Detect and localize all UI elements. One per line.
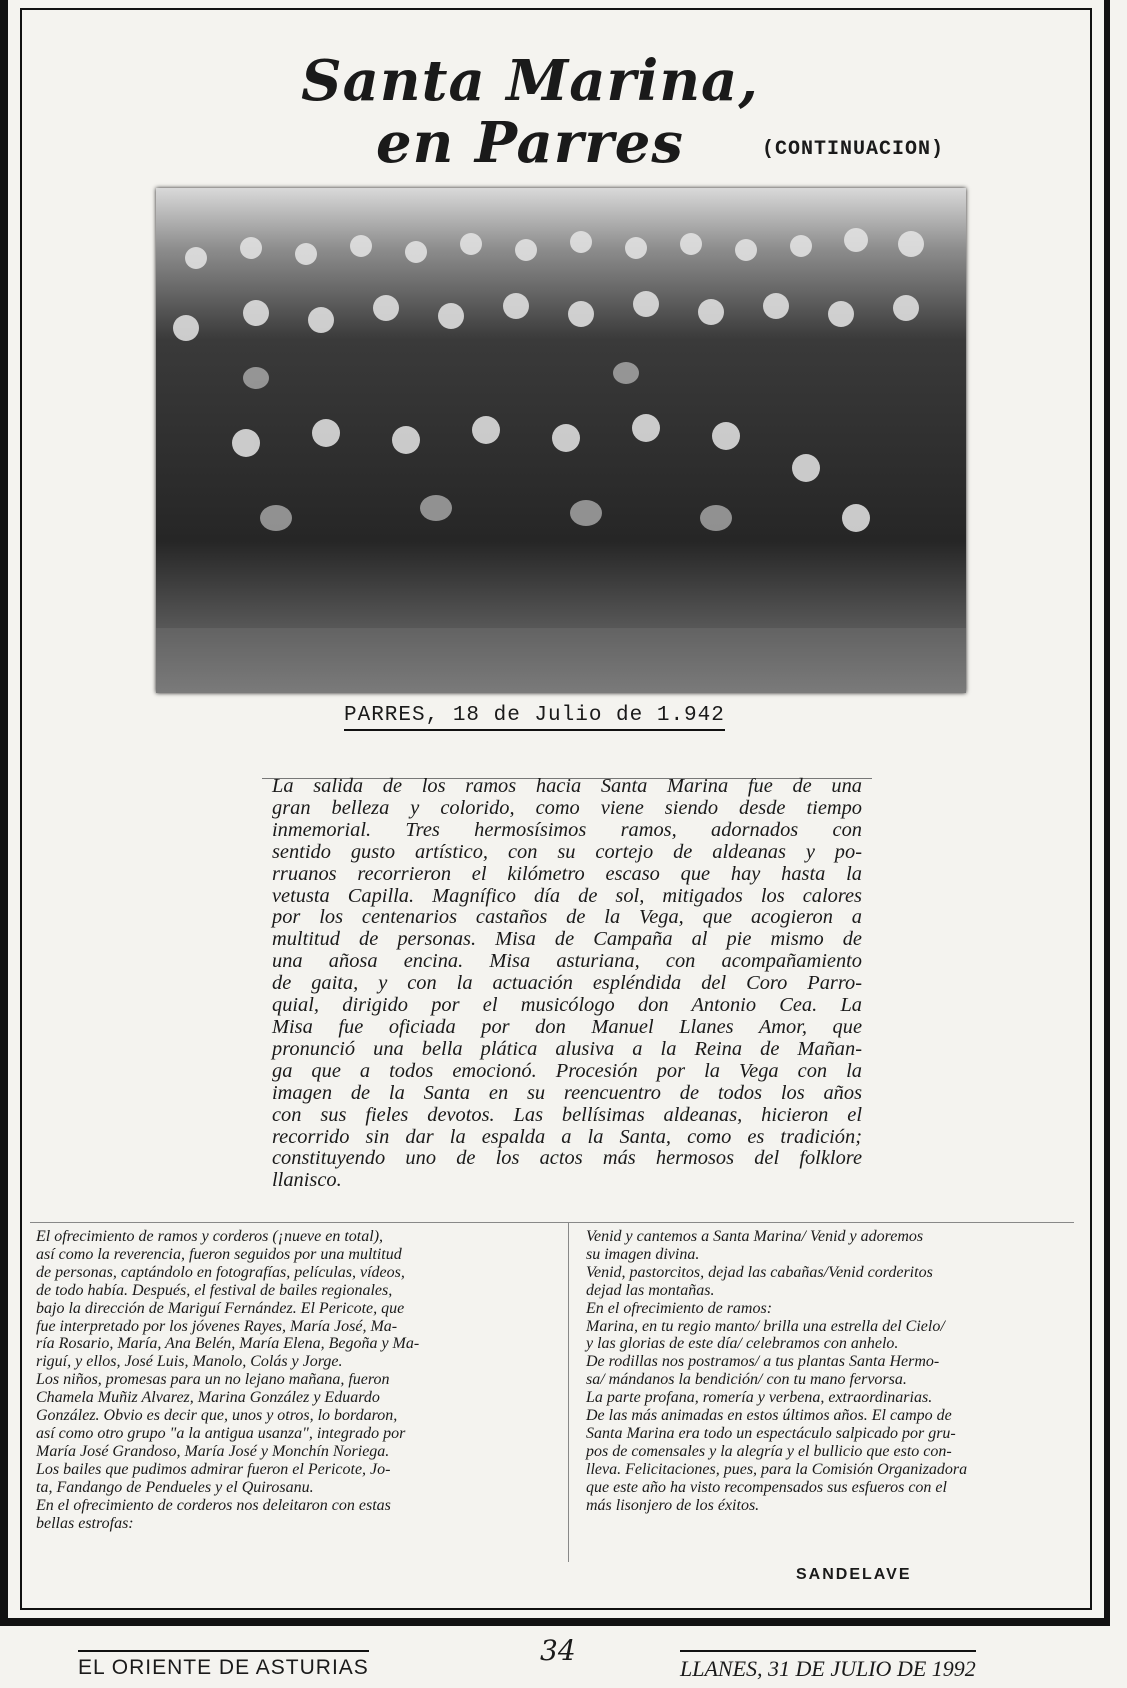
text-line: imagen de la Santa en su reencuentro de todos los años (272, 1081, 862, 1104)
headline-line-2: en Parres (376, 110, 684, 176)
text-line: Misa fue oficiada por don Manuel Llanes Amor, que (272, 1015, 862, 1038)
text-line: y las glorias de este día/ celebramos con anhelo. (586, 1335, 899, 1353)
text-line: fue interpretado por los jóvenes Rayes, María José, Ma- (36, 1317, 398, 1335)
text-line: su imagen divina. (586, 1245, 700, 1263)
headline (270, 50, 790, 174)
text-line: vetusta Capilla. Magnífico día de sol, mitigados los calores (272, 884, 862, 907)
text-line: De rodillas nos postramos/ a tus plantas Santa Hermo- (586, 1353, 940, 1371)
text-line: riguí, y ellos, José Luis, Manolo, Colás y Jorge. (36, 1353, 343, 1371)
text-line: bajo la dirección de Mariguí Fernández. El Pericote, que (36, 1299, 405, 1317)
text-line: De las más animadas en estos últimos años. El campo de (586, 1407, 952, 1425)
continuation-label: (CONTINUACION) (762, 138, 945, 161)
text-line: una añosa encina. Misa asturiana, con acompañamiento (272, 950, 862, 973)
text-line: Los bailes que pudimos admirar fueron el Pericote, Jo- (36, 1460, 391, 1478)
text-line: Venid y cantemos a Santa Marina/ Venid y adoremos (586, 1228, 924, 1245)
headline-line-1: Santa Marina, (301, 48, 759, 114)
text-line: de personas, captándolo en fotografías, películas, vídeos, (36, 1263, 405, 1281)
text-line: por los centenarios castaños de la Vega, que acogieron a (272, 906, 862, 929)
text-line: de gaita, y con la actuación espléndida del Coro Parro- (272, 972, 862, 995)
footer-date: LLANES, 31 DE JULIO DE 1992 (680, 1650, 976, 1682)
text-line: La parte profana, romería y verbena, extraordinarias. (586, 1389, 933, 1407)
footer-publication: EL ORIENTE DE ASTURIAS (78, 1650, 369, 1680)
text-line: pos de comensales y la alegría y el bullicio que esto con- (586, 1442, 952, 1460)
photo-caption: PARRES, 18 de Julio de 1.942 (344, 704, 725, 731)
text-line: recorrido sin dar la espalda a la Santa, como es tradición; (272, 1125, 862, 1148)
text-line: dejad las montañas. (586, 1281, 715, 1299)
text-line: La salida de los ramos hacia Santa Marina fue de una (272, 775, 862, 797)
text-line: rruanos recorrieron el kilómetro escaso que hay hasta la (272, 862, 862, 885)
text-line: sentido gusto artístico, con su cortejo de aldeanas y po- (272, 840, 862, 863)
text-line: En el ofrecimiento de corderos nos deleitaron con estas (36, 1496, 391, 1514)
text-line: llanisco. (272, 1169, 342, 1192)
text-line: En el ofrecimiento de ramos: (586, 1299, 773, 1317)
text-line: quial, dirigido por el musicólogo don Antonio Cea. La (272, 994, 862, 1017)
text-line: María José Grandoso, María José y Monchín Noriega. (36, 1442, 390, 1460)
text-line: ga que a todos emocionó. Procesión por la Vega con la (272, 1059, 862, 1082)
text-line: lleva. Felicitaciones, pues, para la Comisión Organizadora (586, 1460, 968, 1478)
columns-rule (30, 1222, 1074, 1224)
text-line: bellas estrofas: (36, 1514, 134, 1532)
text-line: Marina, en tu regio manto/ brilla una estrella del Cielo/ (586, 1317, 945, 1335)
text-line: Santa Marina era todo un espectáculo salpicado por gru- (586, 1424, 956, 1442)
text-line: constituyendo uno de los actos más hermosos del folklore (272, 1147, 862, 1170)
author-signature: SANDELAVE (796, 1566, 912, 1583)
group-photograph (156, 188, 966, 693)
article-left-column (36, 1228, 548, 1532)
text-line: multitud de personas. Misa de Campaña al pie mismo de (272, 928, 862, 951)
text-line: ría Rosario, María, Ana Belén, María Elena, Begoña y Ma- (36, 1335, 420, 1353)
page-number: 34 (540, 1634, 576, 1667)
article-right-column (586, 1228, 1072, 1515)
text-line: que este año ha visto recompensados sus esfueros con el (586, 1478, 947, 1496)
text-line: González. Obvio es decir que, unos y otros, lo bordaron, (36, 1407, 398, 1425)
text-line: así como la reverencia, fueron seguidos por una multitud (36, 1245, 402, 1263)
column-divider (568, 1222, 569, 1562)
text-line: Los niños, promesas para un no lejano mañana, fueron (36, 1371, 390, 1389)
text-line: más lisonjero de los éxitos. (586, 1496, 760, 1514)
text-line: de todo había. Después, el festival de bailes regionales, (36, 1281, 393, 1299)
text-line: Chamela Muñiz Alvarez, Marina González y Eduardo (36, 1389, 380, 1407)
article-intro (272, 776, 862, 1192)
text-line: con sus fieles devotos. Las bellísimas aldeanas, hicieron el (272, 1103, 862, 1126)
text-line: inmemorial. Tres hermosísimos ramos, adornados con (272, 818, 862, 841)
text-line: Venid, pastorcitos, dejad las cabañas/Venid corderitos (586, 1263, 933, 1281)
text-line: pronunció una bella plática alusiva a la Reina de Mañan- (272, 1037, 862, 1060)
text-line: ta, Fandango de Pendueles y el Quirosanu. (36, 1478, 314, 1496)
text-line: gran belleza y colorido, como viene siendo desde tiempo (272, 796, 862, 819)
text-line: El ofrecimiento de ramos y corderos (¡nueve en total), (36, 1228, 384, 1245)
photo-illustration (156, 188, 966, 693)
text-line: así como otro grupo "a la antigua usanza", integrado por (36, 1424, 406, 1442)
text-line: sa/ mándanos la bendición/ con tu mano fervorsa. (586, 1371, 907, 1389)
